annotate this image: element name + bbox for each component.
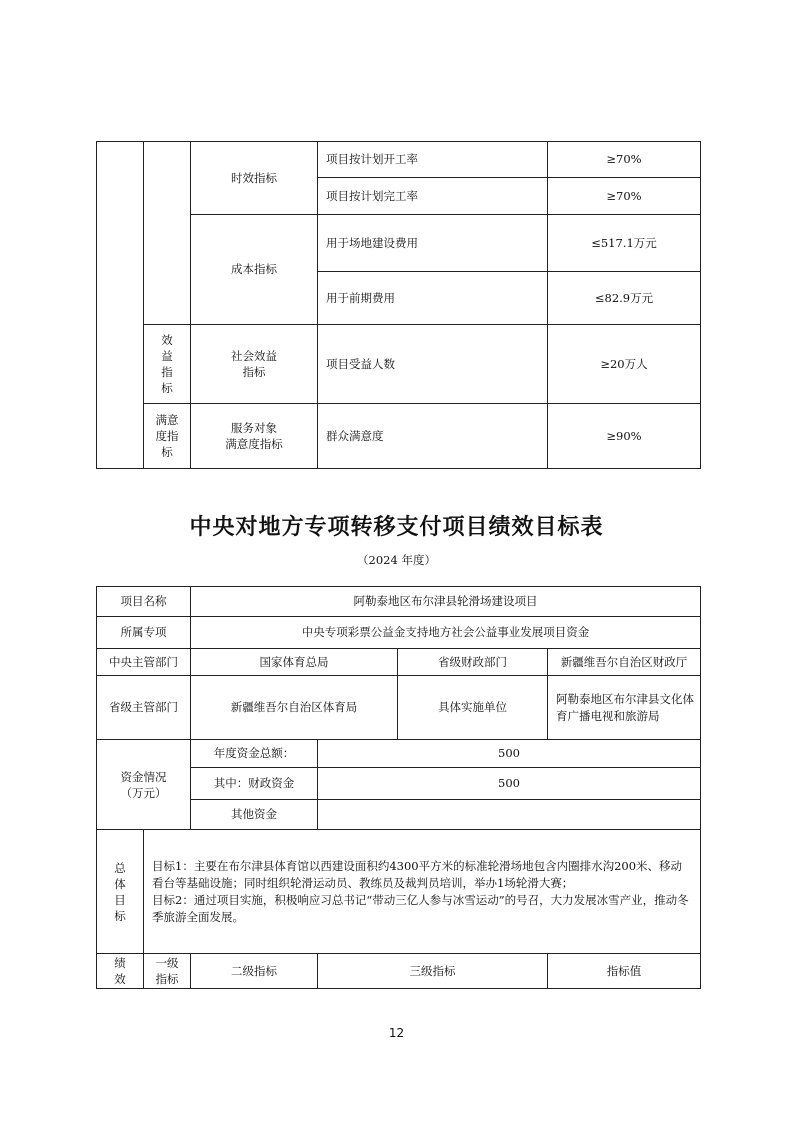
satisfaction-level1-label: 满意 度指 标 [144,404,191,469]
value-satisfaction: ≥90% [548,404,701,469]
prov-dept-value: 新疆维吾尔自治区体育局 [191,676,398,740]
funds-total-label: 年度资金总额： [191,740,318,768]
document-title: 中央对地方专项转移支付项目绩效目标表 [189,514,604,540]
project-name-label: 项目名称 [97,587,191,617]
funds-total-value: 500 [318,740,701,768]
impl-unit-value: 阿勒泰地区布尔津县文化体育广播电视和旅游局 [548,676,701,740]
prov-finance-value: 新疆维吾尔自治区财政厅 [548,649,701,676]
level1-cost-cell [144,142,191,325]
indicator-satisfaction: 群众满意度 [318,404,548,469]
level1-empty-cell [97,142,144,469]
perf-label: 绩 效 [97,954,144,989]
central-dept-label: 中央主管部门 [97,649,191,676]
indicator-finish-rate: 项目按计划完工率 [318,178,548,215]
funds-label: 资金情况 （万元） [97,740,191,830]
project-name-value: 阿勒泰地区布尔津县轮滑场建设项目 [191,587,701,617]
indicator-site-cost: 用于场地建设费用 [318,215,548,272]
social-benefit-label: 社会效益 指标 [191,325,318,404]
document-subtitle: （2024 年度） [357,553,436,567]
funds-other-label: 其他资金 [191,800,318,830]
special-label: 所属专项 [97,617,191,649]
level2-header: 二级指标 [191,954,318,989]
prov-finance-label: 省级财政部门 [398,649,548,676]
special-value: 中央专项彩票公益金支持地方社会公益事业发展项目资金 [191,617,701,649]
cost-label: 成本指标 [191,215,318,325]
value-site-cost: ≤517.1万元 [548,215,701,272]
goal-1: 目标1：主要在布尔津县体育馆以西建设面积约4300平方米的标准轮滑场地包含内圈排水沟200米、移动看台等基础设施；同时组织轮滑运动员、教练员及裁判员培训，举办1场轮滑大赛； [152,858,683,890]
satisfaction-label: 服务对象 满意度指标 [191,404,318,469]
funds-fiscal-label: 其中：财政资金 [191,768,318,800]
page-number: 12 [388,1026,405,1040]
benefit-level1-label: 效 益 指 标 [144,325,191,404]
value-beneficiaries: ≥20万人 [548,325,701,404]
level1-header: 一级 指标 [144,954,191,989]
value-header: 指标值 [548,954,701,989]
timeliness-label: 时效指标 [191,142,318,215]
performance-target-table [96,586,701,989]
indicator-beneficiaries: 项目受益人数 [318,325,548,404]
goal-2: 目标2：通过项目实施，积极响应习总书记“带动三亿人参与冰雪运动”的号召，大力发展冰雪产业，推动冬季旅游全面发展。 [152,892,689,924]
value-start-rate: ≥70% [548,142,701,178]
value-prelim-cost: ≤82.9万元 [548,272,701,325]
value-finish-rate: ≥70% [548,178,701,215]
funds-fiscal-value: 500 [318,768,701,800]
goal-content [144,830,701,954]
central-dept-value: 国家体育总局 [191,649,398,676]
level3-header: 三级指标 [318,954,548,989]
indicator-start-rate: 项目按计划开工率 [318,142,548,178]
impl-unit-label: 具体实施单位 [398,676,548,740]
indicator-prelim-cost: 用于前期费用 [318,272,548,325]
prov-dept-label: 省级主管部门 [97,676,191,740]
funds-other-value [318,800,701,830]
indicator-table-continued [96,141,701,469]
goal-label: 总 体 目 标 [97,830,144,954]
